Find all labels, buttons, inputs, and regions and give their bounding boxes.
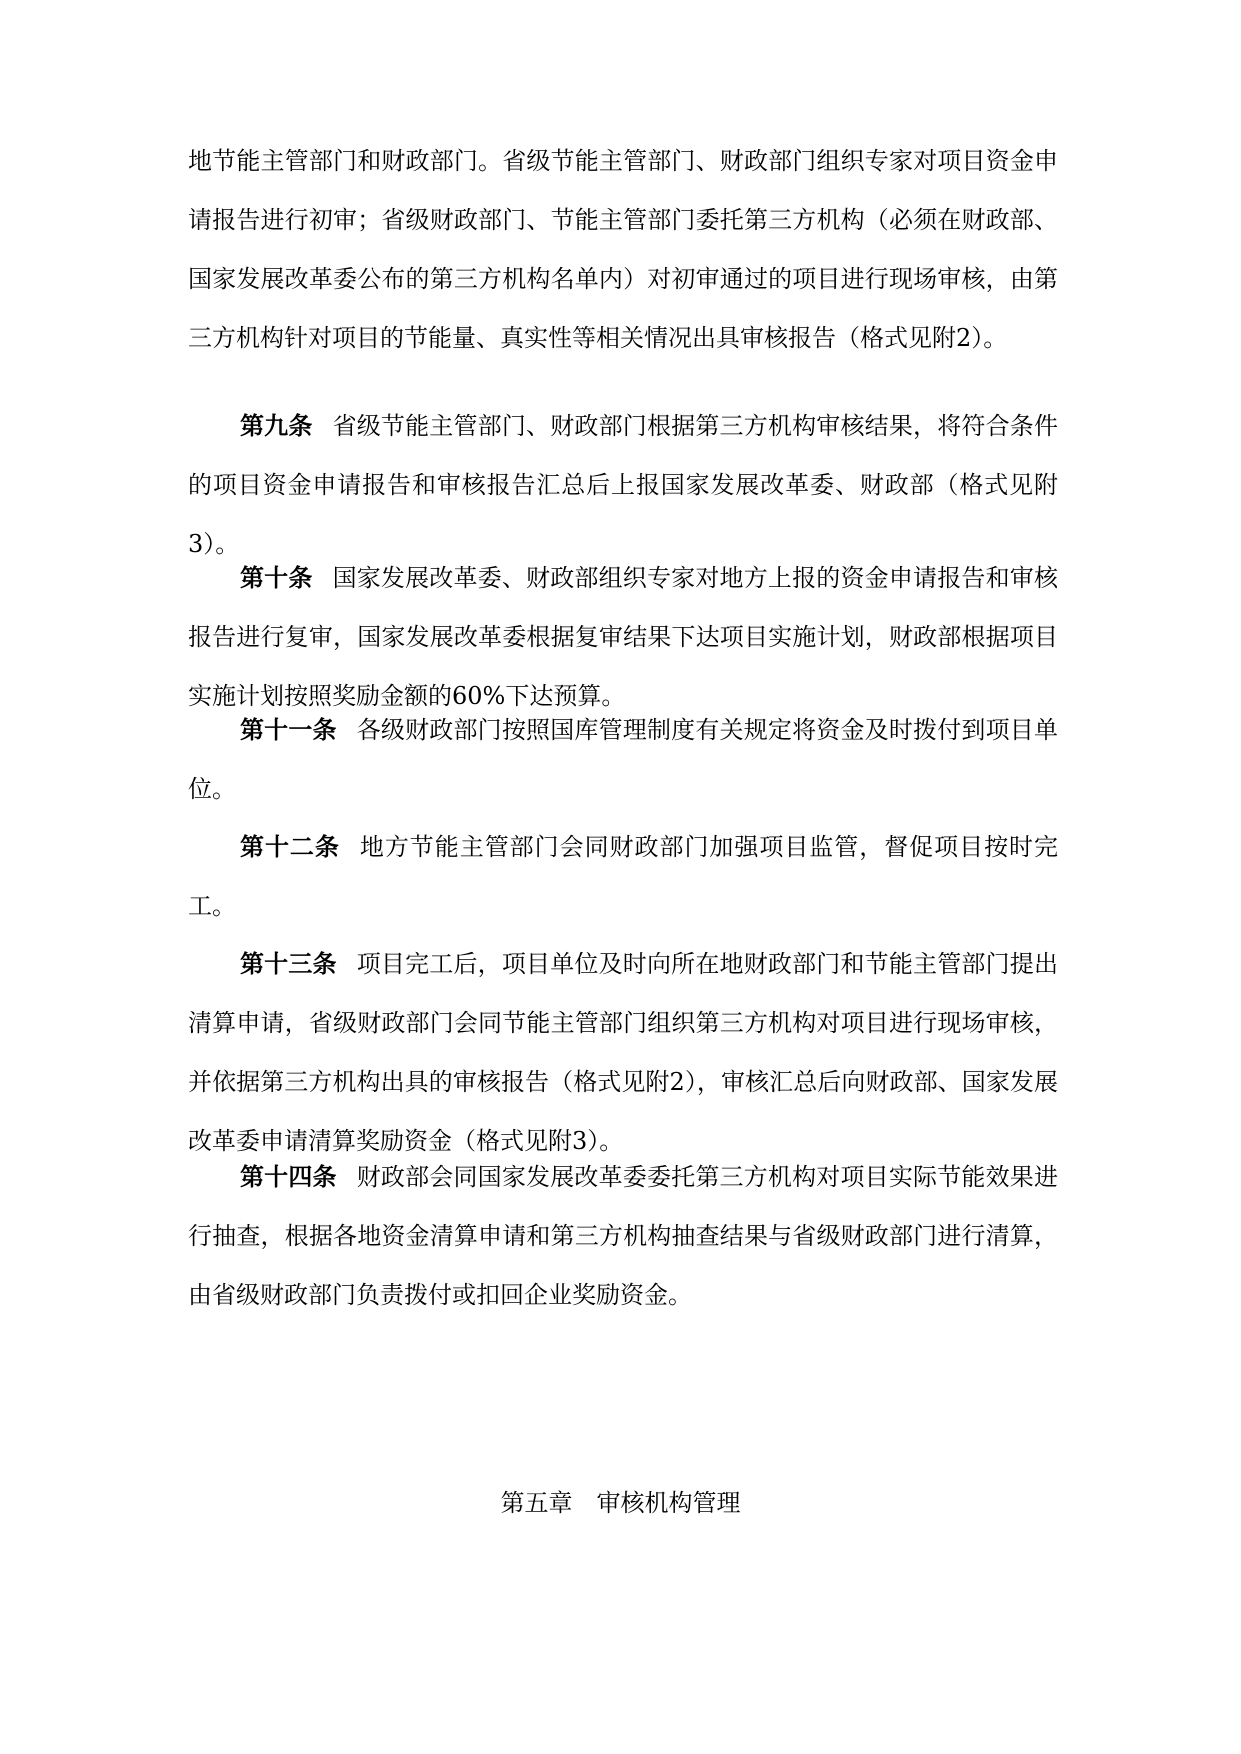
article-11 bbox=[188, 700, 1058, 819]
article-text: 财政部会同国家发展改革委委托第三方机构对项目实际节能效果进行抽查，根据各地资金清算申请和第三方机构抽查结果与省级财政部门进行清算，由省级财政部门负责拨付或扣回企业奖励资金。 bbox=[188, 1163, 1058, 1309]
article-14 bbox=[188, 1147, 1058, 1325]
article-number: 第九条 bbox=[240, 411, 313, 440]
article-number: 第十三条 bbox=[240, 949, 337, 978]
article-12 bbox=[188, 817, 1058, 936]
paragraph-continuation: 地节能主管部门和财政部门。省级节能主管部门、财政部门组织专家对项目资金申请报告进行初审；省级财政部门、节能主管部门委托第三方机构（必须在财政部、国家发展改革委公布的第三方机构名单内）对初审通过的项目进行现场审核，由第三方机构针对项目的节能量、真实性等相关情况出具审核报告（格式见附2）。 bbox=[188, 147, 1058, 352]
article-text: 国家发展改革委、财政部组织专家对地方上报的资金申请报告和审核报告进行复审，国家发展改革委根据复审结果下达项目实施计划，财政部根据项目实施计划按照奖励金额的60%下达预算。 bbox=[188, 564, 1058, 710]
article-text: 项目完工后，项目单位及时向所在地财政部门和节能主管部门提出清算申请，省级财政部门会同节能主管部门组织第三方机构对项目进行现场审核，并依据第三方机构出具的审核报告（格式见附2），审核汇总后向财政部、国家发展改革委申请清算奖励资金（格式见附3）。 bbox=[188, 950, 1058, 1155]
article-text: 地方节能主管部门会同财政部门加强项目监管，督促项目按时完工。 bbox=[188, 833, 1059, 920]
article-text: 各级财政部门按照国库管理制度有关规定将资金及时拨付到项目单位。 bbox=[188, 716, 1058, 803]
article-number: 第十四条 bbox=[240, 1162, 337, 1191]
article-number: 第十条 bbox=[240, 563, 313, 592]
article-number: 第十一条 bbox=[240, 715, 337, 744]
article-number: 第十二条 bbox=[240, 832, 340, 861]
article-text: 省级节能主管部门、财政部门根据第三方机构审核结果，将符合条件的项目资金申请报告和审核报告汇总后上报国家发展改革委、财政部（格式见附3）。 bbox=[188, 412, 1058, 558]
article-13 bbox=[188, 934, 1058, 1171]
chapter-title: 第五章 审核机构管理 bbox=[500, 1489, 741, 1517]
